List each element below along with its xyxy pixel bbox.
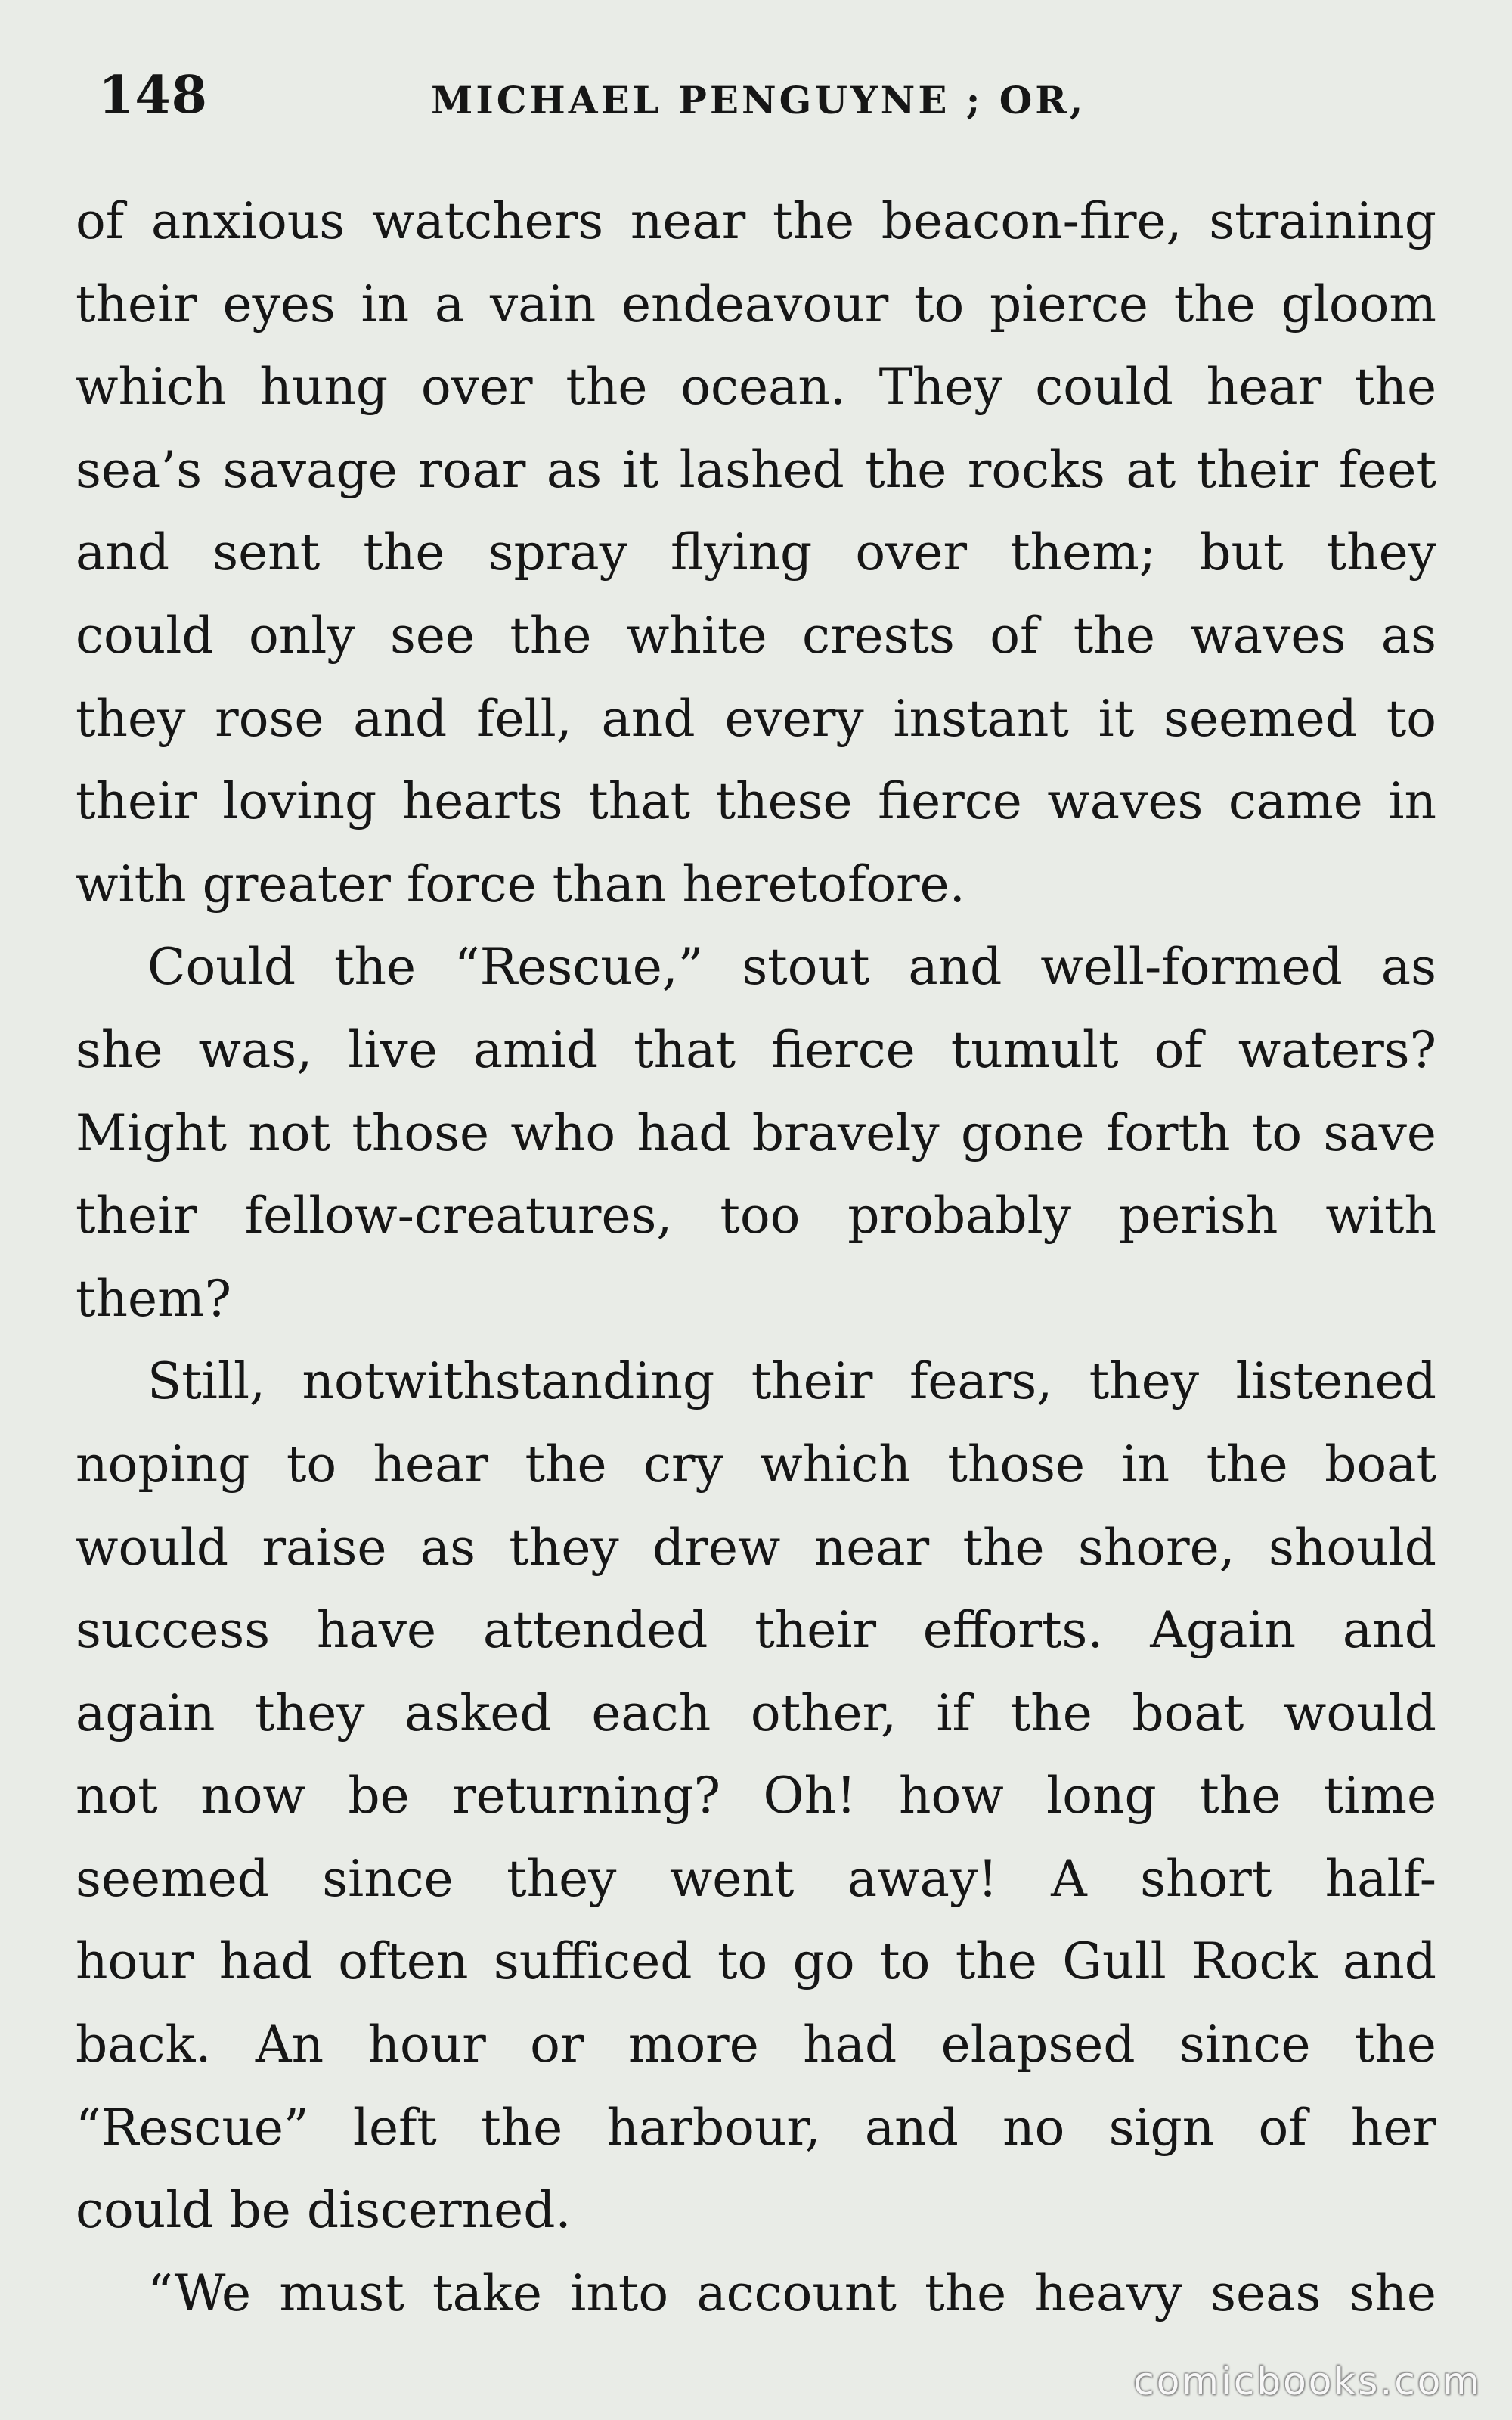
text-line: sea’s savage roar as it lashed the rocks at their feet — [76, 440, 1436, 499]
text-line: hour had often sufficed to go to the Gull Rock and — [76, 1932, 1436, 1991]
text-line: could be discerned. — [76, 2181, 572, 2240]
text-line: they rose and fell, and every instant it seemed to — [76, 689, 1436, 748]
watermark: comicbooks.com — [1133, 2360, 1482, 2403]
page-number: 148 — [98, 65, 208, 126]
text-line: back. An hour or more had elapsed since the — [76, 2015, 1436, 2074]
paragraph-4 — [76, 2252, 1436, 2335]
text-line: and sent the spray flying over them; but they — [76, 523, 1436, 582]
text-line: them? — [76, 1269, 232, 1328]
text-line: could only see the white crests of the waves as — [76, 606, 1436, 665]
text-line: again they asked each other, if the boat would — [76, 1683, 1436, 1742]
text-line: their fellow-creatures, too probably perish with — [76, 1187, 1436, 1246]
text-line: noping to hear the cry which those in the boat — [76, 1435, 1436, 1494]
text-line: their eyes in a vain endeavour to pierce the gloom — [76, 275, 1436, 334]
text-line: seemed since they went away! A short half- — [76, 1849, 1436, 1908]
paragraph-1 — [76, 180, 1436, 926]
text-line: which hung over the ocean. They could hear the — [76, 358, 1436, 417]
text-line: “We must take into account the heavy seas she — [147, 2263, 1436, 2322]
paragraph-3 — [76, 1340, 1436, 2252]
body-text — [76, 180, 1436, 2335]
text-line: their loving hearts that these fierce waves came in — [76, 772, 1436, 831]
text-line: she was, live amid that fierce tumult of waters? — [76, 1020, 1436, 1079]
text-line: would raise as they drew near the shore, should — [76, 1518, 1436, 1577]
text-line: success have attended their efforts. Again and — [76, 1601, 1436, 1660]
paragraph-2 — [76, 926, 1436, 1340]
text-line: Could the “Rescue,” stout and well-formed as — [147, 938, 1436, 997]
text-line: “Rescue” left the harbour, and no sign of her — [76, 2098, 1436, 2157]
running-head: MICHAEL PENGUYNE ; OR, — [431, 78, 1086, 123]
text-line: of anxious watchers near the beacon-fire, straining — [76, 192, 1436, 250]
text-line: not now be returning? Oh! how long the time — [76, 1767, 1436, 1826]
text-line: Still, notwithstanding their fears, they listened — [147, 1352, 1436, 1411]
text-line: Might not those who had bravely gone forth to save — [76, 1103, 1436, 1162]
text-line: with greater force than heretofore. — [76, 855, 965, 914]
